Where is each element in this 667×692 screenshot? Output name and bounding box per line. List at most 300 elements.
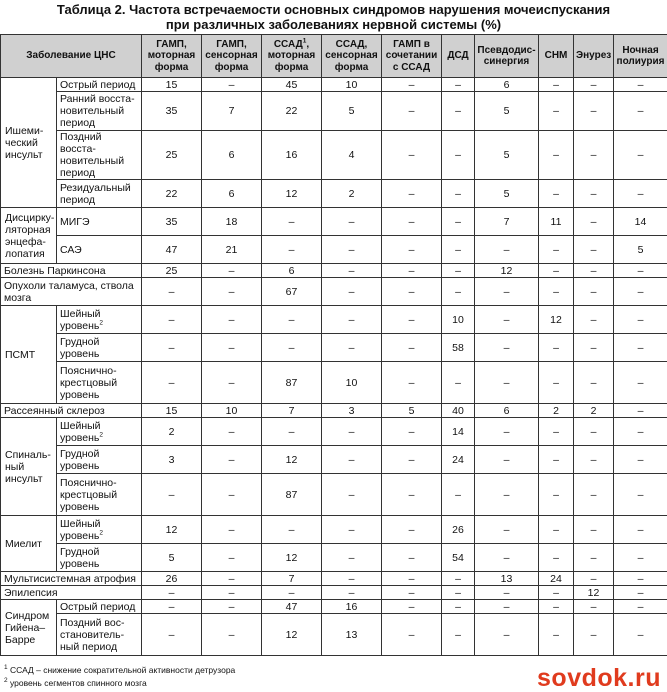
value-cell: – xyxy=(574,278,614,306)
value-cell: – xyxy=(442,362,475,404)
value-cell: – xyxy=(475,474,539,516)
row-label xyxy=(57,92,142,131)
value-cell: – xyxy=(614,264,667,278)
value-cell: 5 xyxy=(382,404,442,418)
value-cell: – xyxy=(539,278,574,306)
value-cell: – xyxy=(614,544,667,572)
table-row xyxy=(1,418,667,446)
row-label xyxy=(57,614,142,656)
value-cell: – xyxy=(202,446,262,474)
row-label-text: Поздний восста-новительный период xyxy=(60,131,125,179)
header-gamp-ssad: ГАМП в сочетании с ССАД xyxy=(382,35,442,78)
value-cell: 5 xyxy=(614,236,667,264)
table-row xyxy=(1,278,667,306)
value-cell: – xyxy=(142,278,202,306)
row-label-text: Острый период xyxy=(60,600,136,613)
value-cell: 6 xyxy=(475,404,539,418)
value-cell: – xyxy=(322,446,382,474)
value-cell: 40 xyxy=(442,404,475,418)
value-cell: 18 xyxy=(202,208,262,236)
value-cell: – xyxy=(442,278,475,306)
value-cell: 13 xyxy=(322,614,382,656)
value-cell: – xyxy=(614,362,667,404)
value-cell: – xyxy=(442,586,475,600)
table-row xyxy=(1,614,667,656)
value-cell: – xyxy=(142,334,202,362)
row-label-text: Шейный уровень xyxy=(60,419,101,444)
value-cell: 12 xyxy=(262,544,322,572)
value-cell: 10 xyxy=(442,306,475,334)
value-cell: – xyxy=(614,131,667,180)
row-label-text: Шейный уровень xyxy=(60,307,101,332)
value-cell: – xyxy=(539,586,574,600)
value-cell: 5 xyxy=(475,180,539,208)
value-cell: 22 xyxy=(262,92,322,131)
value-cell: – xyxy=(442,614,475,656)
header-gamp-motor: ГАМП, моторная форма xyxy=(142,35,202,78)
value-cell: – xyxy=(142,586,202,600)
value-cell: – xyxy=(614,334,667,362)
value-cell: – xyxy=(262,516,322,544)
header-ssad-sensory: ССАД, сенсорная форма xyxy=(322,35,382,78)
value-cell: 14 xyxy=(614,208,667,236)
value-cell: – xyxy=(574,544,614,572)
value-cell: 13 xyxy=(475,572,539,586)
value-cell: – xyxy=(442,78,475,92)
value-cell: – xyxy=(142,614,202,656)
value-cell: – xyxy=(614,572,667,586)
table-row xyxy=(1,404,667,418)
value-cell: – xyxy=(574,600,614,614)
value-cell: 5 xyxy=(142,544,202,572)
table-row xyxy=(1,92,667,131)
value-cell: – xyxy=(322,544,382,572)
value-cell: – xyxy=(539,600,574,614)
value-cell: 7 xyxy=(262,572,322,586)
value-cell: – xyxy=(262,586,322,600)
value-cell: – xyxy=(262,236,322,264)
row-label-text: Резидуальный период xyxy=(60,181,131,206)
value-cell: 87 xyxy=(262,362,322,404)
table-title xyxy=(0,0,667,34)
value-cell: 87 xyxy=(262,474,322,516)
value-cell: 54 xyxy=(442,544,475,572)
table-row xyxy=(1,544,667,572)
value-cell: – xyxy=(142,362,202,404)
value-cell: – xyxy=(539,474,574,516)
value-cell: 2 xyxy=(142,418,202,446)
group-label-spinal-stroke: Спиналь-ный инсульт xyxy=(1,418,57,516)
value-cell: – xyxy=(382,586,442,600)
value-cell: – xyxy=(202,586,262,600)
title-line-1: Таблица 2. Частота встречаемости основных синдромов нарушения мочеиспускания xyxy=(56,2,611,17)
value-cell: – xyxy=(475,278,539,306)
row-label-text: Эпилепсия xyxy=(4,586,58,599)
value-cell: 24 xyxy=(442,446,475,474)
value-cell: 6 xyxy=(202,180,262,208)
header-enuresis: Энурез xyxy=(574,35,614,78)
row-label xyxy=(57,306,142,334)
value-cell: 11 xyxy=(539,208,574,236)
row-label xyxy=(57,334,142,362)
value-cell: 22 xyxy=(142,180,202,208)
row-label-text: Поздний вос-становитель-ный период xyxy=(60,616,125,653)
value-cell: – xyxy=(382,92,442,131)
value-cell: – xyxy=(442,180,475,208)
value-cell: 15 xyxy=(142,78,202,92)
footnote-mark: 1 xyxy=(302,37,307,45)
value-cell: – xyxy=(574,264,614,278)
value-cell: – xyxy=(475,362,539,404)
row-label xyxy=(1,586,142,600)
value-cell: – xyxy=(382,446,442,474)
table-row xyxy=(1,306,667,334)
value-cell: – xyxy=(475,586,539,600)
value-cell: – xyxy=(322,264,382,278)
value-cell: – xyxy=(202,516,262,544)
row-label-text: МИГЭ xyxy=(60,215,90,228)
value-cell: 4 xyxy=(322,131,382,180)
value-cell: – xyxy=(574,474,614,516)
table-row xyxy=(1,208,667,236)
table-row xyxy=(1,600,667,614)
value-cell: 7 xyxy=(202,92,262,131)
value-cell: – xyxy=(382,572,442,586)
value-cell: – xyxy=(382,208,442,236)
header-row xyxy=(1,35,667,78)
value-cell: – xyxy=(574,334,614,362)
header-nocturnal-polyuria: Ночная полиурия xyxy=(614,35,667,78)
value-cell: – xyxy=(614,600,667,614)
value-cell: – xyxy=(614,614,667,656)
value-cell: 5 xyxy=(475,92,539,131)
value-cell: – xyxy=(614,404,667,418)
value-cell: – xyxy=(574,180,614,208)
value-cell: – xyxy=(614,586,667,600)
value-cell: – xyxy=(382,306,442,334)
value-cell: – xyxy=(475,544,539,572)
value-cell: – xyxy=(539,264,574,278)
value-cell: 12 xyxy=(539,306,574,334)
table-row xyxy=(1,572,667,586)
value-cell: 3 xyxy=(322,404,382,418)
value-cell: – xyxy=(574,516,614,544)
row-label xyxy=(1,264,142,278)
value-cell: – xyxy=(475,516,539,544)
row-label-text: Пояснично-крестцовый уровень xyxy=(60,364,118,401)
value-cell: 6 xyxy=(262,264,322,278)
header-pseudodyssynergy: Псевдодис-синергия xyxy=(475,35,539,78)
value-cell: 10 xyxy=(322,362,382,404)
table-row xyxy=(1,180,667,208)
value-cell: 2 xyxy=(322,180,382,208)
row-label-text: Мультисистемная атрофия xyxy=(4,572,136,585)
header-ssad-motor xyxy=(262,35,322,78)
value-cell: – xyxy=(262,334,322,362)
footnote-mark: 2 xyxy=(99,431,104,438)
value-cell: 47 xyxy=(262,600,322,614)
value-cell: – xyxy=(262,418,322,446)
value-cell: – xyxy=(574,614,614,656)
value-cell: – xyxy=(382,614,442,656)
value-cell: – xyxy=(539,78,574,92)
value-cell: – xyxy=(539,418,574,446)
value-cell: – xyxy=(202,278,262,306)
value-cell: 26 xyxy=(442,516,475,544)
header-ssad-text: ССАД xyxy=(273,38,303,50)
value-cell: – xyxy=(322,586,382,600)
value-cell: – xyxy=(614,180,667,208)
value-cell: – xyxy=(202,264,262,278)
watermark: sovdok.ru xyxy=(537,664,661,692)
value-cell: – xyxy=(202,306,262,334)
value-cell: 45 xyxy=(262,78,322,92)
value-cell: – xyxy=(442,600,475,614)
value-cell: 12 xyxy=(142,516,202,544)
value-cell: – xyxy=(442,236,475,264)
group-label-ischemic-stroke: Ишеми-ческий инсульт xyxy=(1,78,57,208)
value-cell: – xyxy=(475,418,539,446)
table-row xyxy=(1,236,667,264)
value-cell: – xyxy=(442,92,475,131)
row-label-text: Грудной уровень xyxy=(60,335,100,360)
value-cell: 5 xyxy=(322,92,382,131)
row-label-text: Шейный уровень xyxy=(60,517,101,542)
value-cell: – xyxy=(322,572,382,586)
value-cell: – xyxy=(142,600,202,614)
table-row xyxy=(1,362,667,404)
value-cell: 6 xyxy=(475,78,539,92)
value-cell: 10 xyxy=(202,404,262,418)
footnote-1-text: ССАД – снижение сократительной активности детрузора xyxy=(7,665,236,675)
value-cell: – xyxy=(539,92,574,131)
value-cell: 6 xyxy=(202,131,262,180)
row-label xyxy=(1,278,142,306)
row-label-text: Грудной уровень xyxy=(60,545,100,570)
row-label xyxy=(1,572,142,586)
value-cell: – xyxy=(382,418,442,446)
title-line-2: при различных заболеваниях нервной системы (%) xyxy=(165,17,502,32)
value-cell: – xyxy=(574,306,614,334)
value-cell: – xyxy=(614,474,667,516)
value-cell: 15 xyxy=(142,404,202,418)
value-cell: – xyxy=(539,236,574,264)
header-disease: Заболевание ЦНС xyxy=(1,35,142,78)
value-cell: 21 xyxy=(202,236,262,264)
value-cell: – xyxy=(475,236,539,264)
footnote-mark: 2 xyxy=(99,529,104,536)
value-cell: 10 xyxy=(322,78,382,92)
table-row xyxy=(1,334,667,362)
footnote-1-mark: 1 xyxy=(4,664,8,672)
value-cell: – xyxy=(442,131,475,180)
value-cell: – xyxy=(202,78,262,92)
value-cell: – xyxy=(262,306,322,334)
table-row xyxy=(1,131,667,180)
row-label-text: Болезнь Паркинсона xyxy=(4,264,106,277)
value-cell: – xyxy=(539,362,574,404)
value-cell: 58 xyxy=(442,334,475,362)
value-cell: – xyxy=(574,208,614,236)
value-cell: – xyxy=(574,418,614,446)
value-cell: – xyxy=(574,92,614,131)
row-label-text: Рассеянный склероз xyxy=(4,404,105,417)
row-label xyxy=(57,418,142,446)
value-cell: – xyxy=(202,544,262,572)
row-label-text: Острый период xyxy=(60,78,136,91)
row-label xyxy=(57,78,142,92)
footnote-2-mark: 2 xyxy=(4,677,8,685)
value-cell: 47 xyxy=(142,236,202,264)
value-cell: – xyxy=(475,446,539,474)
value-cell: – xyxy=(382,278,442,306)
value-cell: – xyxy=(322,334,382,362)
value-cell: – xyxy=(142,474,202,516)
value-cell: – xyxy=(382,600,442,614)
value-cell: – xyxy=(142,306,202,334)
value-cell: – xyxy=(322,306,382,334)
value-cell: – xyxy=(539,544,574,572)
row-label-text: Пояснично-крестцовый уровень xyxy=(60,476,118,513)
value-cell: 12 xyxy=(262,446,322,474)
value-cell: – xyxy=(202,614,262,656)
value-cell: – xyxy=(442,474,475,516)
value-cell: – xyxy=(202,334,262,362)
value-cell: – xyxy=(322,236,382,264)
value-cell: – xyxy=(382,362,442,404)
value-cell: 7 xyxy=(475,208,539,236)
value-cell: – xyxy=(475,614,539,656)
value-cell: 35 xyxy=(142,92,202,131)
value-cell: – xyxy=(539,180,574,208)
value-cell: – xyxy=(574,362,614,404)
value-cell: 35 xyxy=(142,208,202,236)
value-cell: – xyxy=(475,334,539,362)
row-label xyxy=(57,362,142,404)
value-cell: – xyxy=(442,208,475,236)
value-cell: – xyxy=(614,92,667,131)
value-cell: – xyxy=(382,236,442,264)
value-cell: – xyxy=(442,264,475,278)
syndrome-frequency-table xyxy=(0,34,667,656)
row-label xyxy=(57,600,142,614)
value-cell: 25 xyxy=(142,131,202,180)
value-cell: – xyxy=(614,516,667,544)
group-label-psmt: ПСМТ xyxy=(1,306,57,404)
value-cell: – xyxy=(574,572,614,586)
value-cell: – xyxy=(614,446,667,474)
row-label xyxy=(57,180,142,208)
value-cell: 2 xyxy=(539,404,574,418)
value-cell: – xyxy=(322,208,382,236)
value-cell: – xyxy=(614,418,667,446)
value-cell: 2 xyxy=(574,404,614,418)
value-cell: – xyxy=(539,614,574,656)
row-label xyxy=(1,404,142,418)
value-cell: – xyxy=(614,78,667,92)
value-cell: – xyxy=(539,516,574,544)
value-cell: 3 xyxy=(142,446,202,474)
value-cell: – xyxy=(322,474,382,516)
value-cell: – xyxy=(322,516,382,544)
value-cell: – xyxy=(614,278,667,306)
value-cell: 14 xyxy=(442,418,475,446)
value-cell: 16 xyxy=(322,600,382,614)
value-cell: – xyxy=(539,446,574,474)
row-label xyxy=(57,544,142,572)
value-cell: 7 xyxy=(262,404,322,418)
footnote-2-text: уровень сегментов спинного мозга xyxy=(7,678,147,688)
value-cell: 5 xyxy=(475,131,539,180)
value-cell: – xyxy=(574,131,614,180)
group-label-discirculatory-encephalopathy: Дисцирку-ляторная энцефа-лопатия xyxy=(1,208,57,264)
group-label-myelitis: Миелит xyxy=(1,516,57,572)
value-cell: – xyxy=(614,306,667,334)
value-cell: – xyxy=(382,131,442,180)
row-label xyxy=(57,474,142,516)
value-cell: – xyxy=(382,78,442,92)
table-row xyxy=(1,264,667,278)
header-dsd: ДСД xyxy=(442,35,475,78)
value-cell: 12 xyxy=(262,180,322,208)
value-cell: – xyxy=(574,446,614,474)
table-row xyxy=(1,78,667,92)
table-row xyxy=(1,586,667,600)
header-ssad-motor-text: , моторная форма xyxy=(267,38,316,73)
value-cell: – xyxy=(475,306,539,334)
row-label xyxy=(57,516,142,544)
table-row xyxy=(1,474,667,516)
value-cell: 25 xyxy=(142,264,202,278)
value-cell: – xyxy=(382,334,442,362)
value-cell: – xyxy=(202,572,262,586)
value-cell: 16 xyxy=(262,131,322,180)
row-label-text: САЭ xyxy=(60,243,82,256)
value-cell: 26 xyxy=(142,572,202,586)
value-cell: – xyxy=(202,418,262,446)
value-cell: – xyxy=(322,278,382,306)
value-cell: – xyxy=(262,208,322,236)
value-cell: – xyxy=(322,418,382,446)
header-snm: СНМ xyxy=(539,35,574,78)
row-label xyxy=(57,131,142,180)
table-row xyxy=(1,516,667,544)
value-cell: – xyxy=(382,516,442,544)
value-cell: – xyxy=(382,474,442,516)
value-cell: – xyxy=(539,131,574,180)
value-cell: 12 xyxy=(574,586,614,600)
row-label-text: Ранний восста-новительный период xyxy=(60,93,135,129)
value-cell: – xyxy=(574,78,614,92)
value-cell: 67 xyxy=(262,278,322,306)
value-cell: 12 xyxy=(262,614,322,656)
value-cell: – xyxy=(382,544,442,572)
row-label-text: Грудной уровень xyxy=(60,447,100,472)
value-cell: – xyxy=(202,474,262,516)
value-cell: 12 xyxy=(475,264,539,278)
value-cell: – xyxy=(442,572,475,586)
footnote-mark: 2 xyxy=(99,319,104,326)
row-label-text: Опухоли таламуса, ствола мозга xyxy=(4,279,134,304)
value-cell: – xyxy=(382,180,442,208)
group-label-guillain-barre: Синдром Гийена–Барре xyxy=(1,600,57,656)
value-cell: – xyxy=(382,264,442,278)
value-cell: – xyxy=(475,600,539,614)
value-cell: – xyxy=(574,236,614,264)
table-row xyxy=(1,446,667,474)
value-cell: 24 xyxy=(539,572,574,586)
value-cell: – xyxy=(202,362,262,404)
